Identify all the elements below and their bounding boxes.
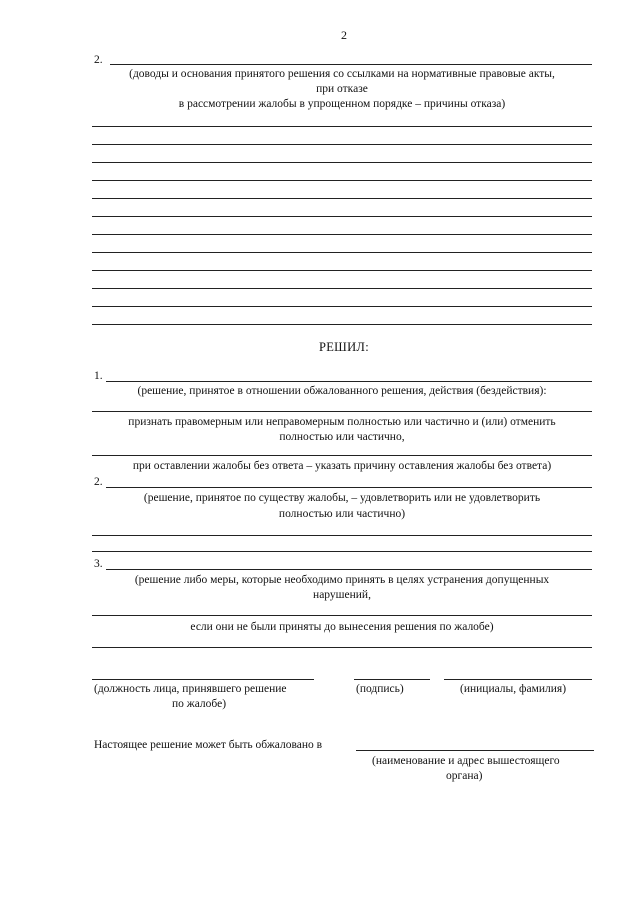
- decision3-caption-line2: нарушений,: [313, 589, 371, 601]
- blank-line: [92, 162, 592, 163]
- decision1-caption-line4: при оставлении жалобы без ответа – указать причину оставления жалобы без ответа): [132, 460, 552, 472]
- blank-line: [92, 411, 592, 412]
- decision3-number: 3.: [94, 558, 103, 570]
- blank-line: [92, 252, 592, 253]
- blank-line: [92, 180, 592, 181]
- decision1-caption-line2: признать правомерным или неправомерным полностью или частично и (или) отменить: [128, 416, 556, 428]
- signature-caption: (подпись): [356, 683, 404, 695]
- name-line: [444, 679, 592, 680]
- blank-line: [92, 144, 592, 145]
- decision2-fill-line: [106, 487, 592, 488]
- appeal-text: Настоящее решение может быть обжаловано в: [94, 739, 323, 751]
- decision3-caption-line1: (решение либо меры, которые необходимо принять в целях устранения допущенных: [134, 574, 550, 586]
- signature-line: [354, 679, 430, 680]
- section2-caption-line1: (доводы и основания принятого решения со ссылками на нормативные правовые акты,: [129, 68, 555, 80]
- blank-line: [92, 234, 592, 235]
- blank-line: [92, 306, 592, 307]
- decision2-caption-line2: полностью или частично): [278, 508, 406, 520]
- section2-number: 2.: [94, 54, 103, 66]
- appeal-caption-line2: органа): [446, 770, 483, 782]
- section2-fill-line: [110, 64, 592, 65]
- position-caption-line1: (должность лица, принявшего решение: [94, 683, 287, 695]
- decision1-caption-line3: полностью или частично,: [279, 431, 405, 443]
- blank-line: [92, 126, 592, 127]
- blank-line: [92, 551, 592, 552]
- decision1-fill-line: [106, 381, 592, 382]
- blank-line: [92, 455, 592, 456]
- blank-line: [92, 647, 592, 648]
- blank-line: [92, 270, 592, 271]
- decision3-caption-line3: если они не были приняты до вынесения решения по жалобе): [190, 621, 494, 633]
- blank-line: [92, 324, 592, 325]
- blank-line: [92, 535, 592, 536]
- name-caption: (инициалы, фамилия): [460, 683, 567, 695]
- decision1-number: 1.: [94, 370, 103, 382]
- blank-line: [92, 288, 592, 289]
- blank-line: [92, 216, 592, 217]
- decision-heading: РЕШИЛ:: [319, 340, 369, 354]
- position-caption-line2: по жалобе): [172, 698, 227, 710]
- decision3-fill-line: [106, 569, 592, 570]
- section2-caption-line3: в рассмотрении жалобы в упрощенном порядке – причины отказа): [178, 98, 506, 110]
- blank-line: [92, 615, 592, 616]
- blank-line: [92, 198, 592, 199]
- position-line: [92, 679, 314, 680]
- page-number: 2: [341, 28, 347, 42]
- decision1-caption-line1: (решение, принятое в отношении обжалованного решения, действия (бездействия):: [137, 385, 547, 397]
- decision2-number: 2.: [94, 476, 103, 488]
- decision2-caption-line1: (решение, принятое по существу жалобы, – удовлетворить или не удовлетворить: [143, 492, 541, 504]
- appeal-fill-line: [356, 750, 594, 751]
- section2-caption-line2: при отказе: [316, 83, 368, 95]
- appeal-caption-line1: (наименование и адрес вышестоящего: [372, 755, 560, 767]
